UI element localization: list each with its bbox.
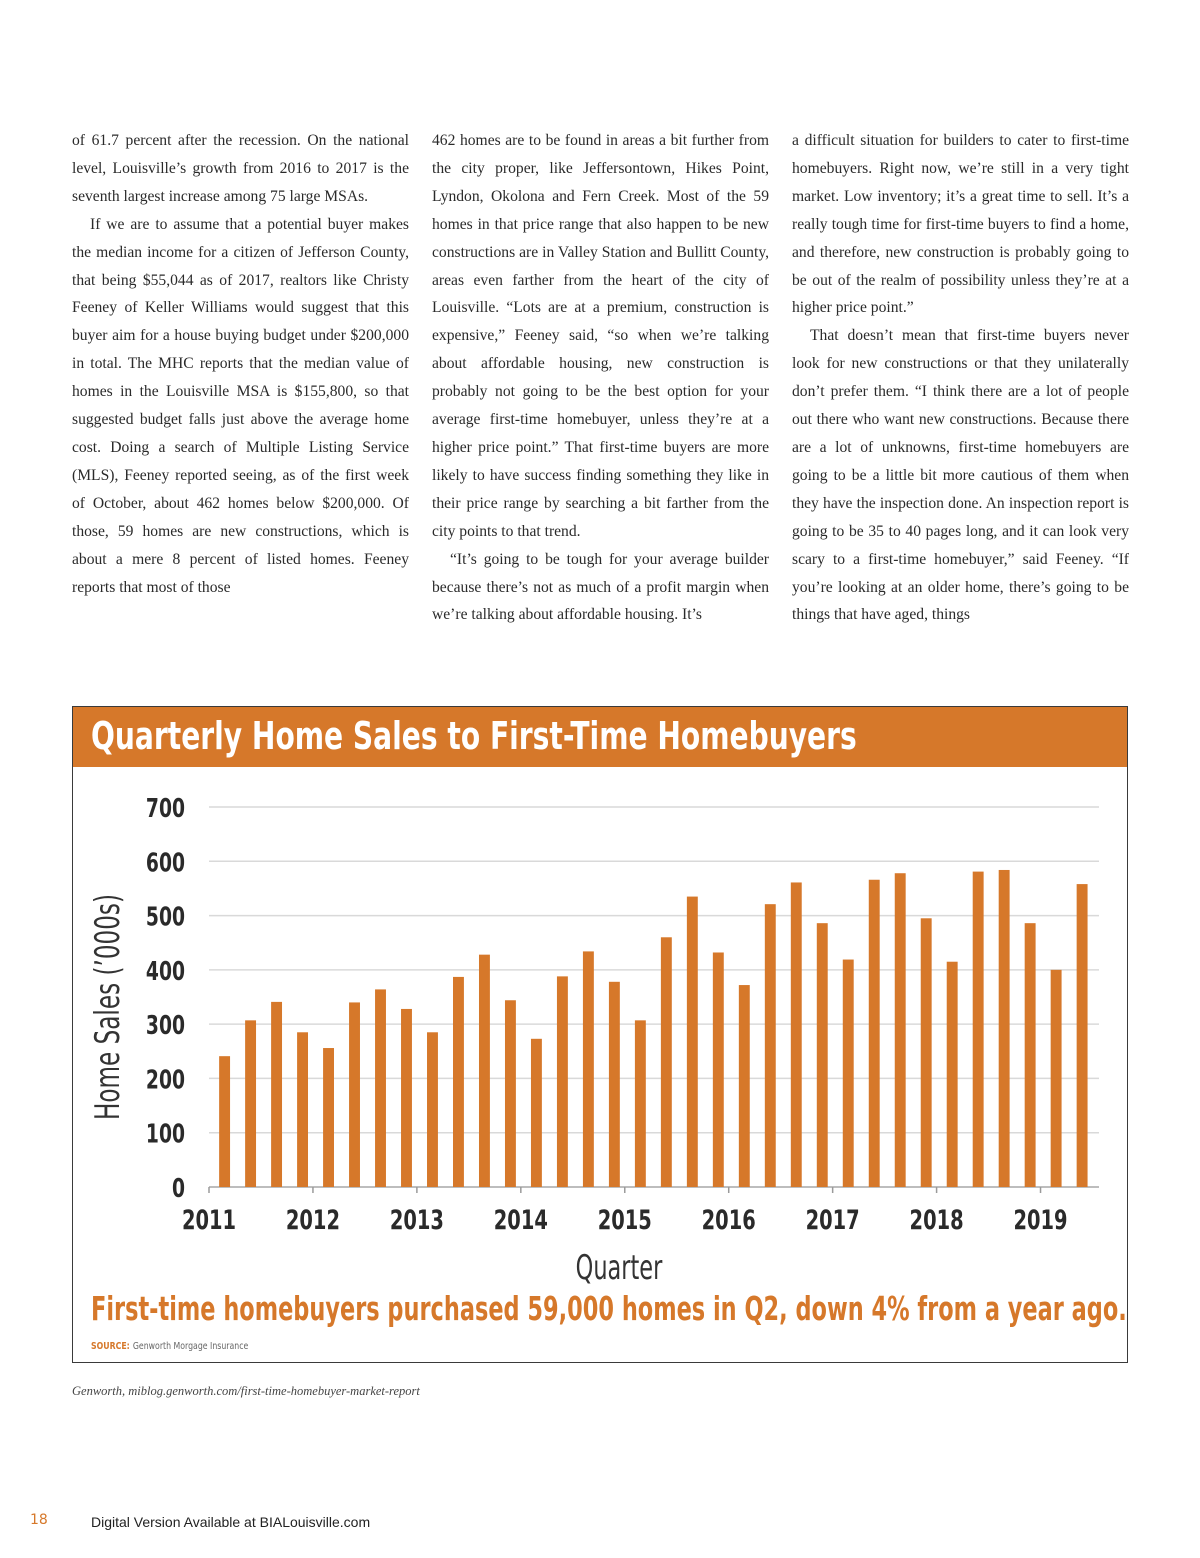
x-tick-label: 2019	[1013, 1203, 1068, 1236]
bar	[973, 872, 984, 1187]
bar	[687, 897, 698, 1187]
page-number: 18	[30, 1512, 48, 1528]
bar	[1077, 884, 1088, 1187]
paragraph: 462 homes are to be found in areas a bit further from the city proper, like Jeffersontown, Hikes Point, Lyndon, Okolona and Fern Creek. Most of the 59 homes in that price range that also happen to be new constructions are in Valley Station and Bullitt County, areas even farther from the heart of the city of Louisville. “Lots are at a premium, construction is expensive,” Feeney said, “so when we’re talking about affordable housing, new construction is probably not going to be the best option for your average first-time homebuyer, unless they’re at a higher price point.” That first-time buyers are more likely to have success finding something they like in their price range by searching a bit farther from the city points to that trend.	[432, 132, 769, 540]
source-text: Genworth Morgage Insurance	[132, 1341, 249, 1352]
bar	[869, 880, 880, 1187]
y-axis-label: Home Sales (’000s)	[87, 894, 128, 1120]
bar	[713, 952, 724, 1187]
bar	[453, 977, 464, 1187]
bar	[1051, 970, 1062, 1187]
x-tick-label: 2018	[909, 1203, 964, 1236]
paragraph: “It’s going to be tough for your average builder because there’s not as much of a profit margin when we’re talking about affordable housing. It’s	[432, 550, 769, 624]
bar	[765, 904, 776, 1187]
bar	[1025, 923, 1036, 1187]
bar	[349, 1002, 360, 1187]
y-tick-label: 200	[145, 1065, 185, 1096]
chart-figure	[72, 706, 1128, 1363]
bar	[739, 985, 750, 1187]
article-body	[72, 127, 1130, 657]
y-tick-label: 600	[145, 848, 185, 879]
bar	[479, 955, 490, 1187]
y-tick-label: 300	[145, 1011, 185, 1042]
bar	[401, 1009, 412, 1187]
bar	[375, 989, 386, 1187]
y-tick-label: 100	[145, 1119, 185, 1150]
footer-text: Digital Version Available at BIALouisville.com	[91, 1514, 371, 1530]
x-axis-label: Quarter	[575, 1247, 663, 1287]
bar	[219, 1056, 230, 1187]
bar-chart	[73, 767, 1127, 1287]
chart-title: Quarterly Home Sales to First-Time Homebuyers	[91, 714, 857, 758]
bar	[609, 982, 620, 1187]
bar	[427, 1032, 438, 1187]
bar	[999, 870, 1010, 1187]
article-column-3	[792, 127, 1129, 629]
bar	[531, 1039, 542, 1187]
paragraph: That doesn’t mean that first-time buyers never look for new constructions or that they unilaterally don’t prefer them. “I think there are a lot of people out there who want new constructions. Because there are a lot of unknowns, first-time homebuyers are going to be a little bit more cautious of them when they have the inspection done. An inspection report is going to be 35 to 40 pages long, and it can look very scary to a first-time homebuyer,” said Feeney. “If you’re looking at an older home, there’s going to be things that have aged, things	[792, 327, 1129, 624]
bar	[557, 976, 568, 1187]
bar	[297, 1032, 308, 1187]
paragraph: a difficult situation for builders to cater to first-time homebuyers. Right now, we’re still in a very tight market. Low inventory; it’s a great time to sell. It’s a really tough time for first-time buyers to find a home, and therefore, new construction is probably going to be out of the realm of possibility unless they’re at a higher price point.”	[792, 132, 1129, 317]
article-column-1	[72, 127, 409, 601]
x-tick-label: 2016	[701, 1203, 756, 1236]
bar	[635, 1020, 646, 1187]
x-tick-label: 2013	[389, 1203, 444, 1236]
bar	[817, 923, 828, 1187]
source-label: SOURCE:	[91, 1341, 130, 1352]
y-tick-label: 700	[145, 794, 185, 824]
figure-credit: Genworth, miblog.genworth.com/first-time-homebuyer-market-report	[72, 1384, 420, 1398]
x-tick-label: 2012	[285, 1203, 340, 1236]
x-tick-label: 2014	[493, 1203, 548, 1236]
bar	[245, 1020, 256, 1187]
bar	[505, 1000, 516, 1187]
bar	[271, 1002, 282, 1187]
bar	[895, 873, 906, 1187]
bar	[791, 882, 802, 1187]
bar	[947, 962, 958, 1187]
bar	[921, 918, 932, 1187]
y-tick-label: 500	[145, 902, 185, 933]
paragraph: of 61.7 percent after the recession. On the national level, Louisville’s growth from 2016 to 2017 is the seventh largest increase among 75 large MSAs.	[72, 132, 409, 205]
x-tick-label: 2015	[597, 1203, 652, 1236]
y-tick-label: 400	[145, 956, 185, 987]
chart-header	[73, 707, 1127, 767]
bar	[661, 937, 672, 1187]
article-column-2	[432, 127, 769, 629]
chart-source	[91, 1341, 248, 1352]
bar	[843, 960, 854, 1187]
chart-caption: First-time homebuyers purchased 59,000 homes in Q2, down 4% from a year ago.	[91, 1289, 1127, 1328]
x-tick-label: 2011	[181, 1203, 237, 1236]
bar	[323, 1048, 334, 1187]
bar	[583, 951, 594, 1187]
paragraph: If we are to assume that a potential buyer makes the median income for a citizen of Jefferson County, that being $55,044 as of 2017, realtors like Christy Feeney of Keller Williams would suggest that this buyer aim for a house buying budget under $200,000 in total. The MHC reports that the median value of homes in the Louisville MSA is $155,800, so that suggested budget falls just above the average home cost. Doing a search of Multiple Listing Service (MLS), Feeney reported seeing, as of the first week of October, about 462 homes below $200,000. Of those, 59 homes are new constructions, which is about a mere 8 percent of listed homes. Feeney reports that most of those	[72, 215, 409, 596]
x-tick-label: 2017	[805, 1203, 860, 1236]
y-tick-label: 0	[171, 1174, 185, 1204]
